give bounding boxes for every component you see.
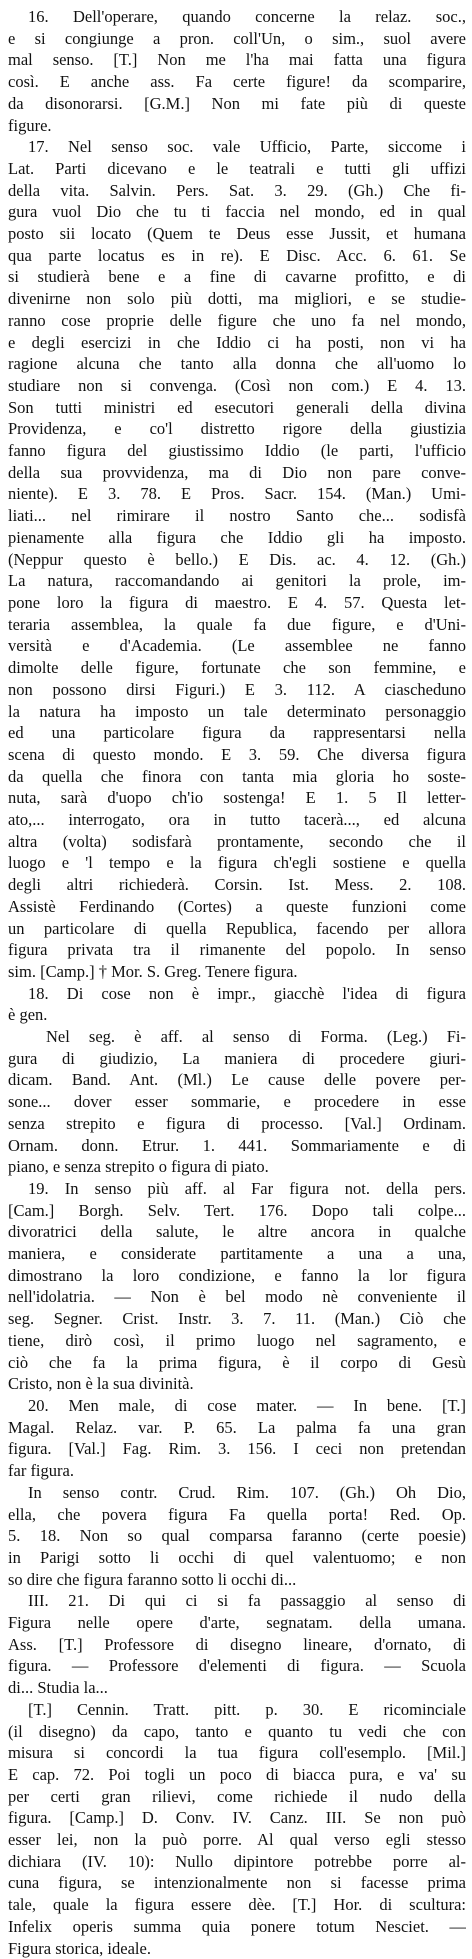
text-line: e si congiunge a pron. coll'Un, o sim., suol avere: [8, 28, 466, 48]
text-line: 16. Dell'operare, quando concerne la relaz. soc.,: [28, 7, 466, 26]
text-line: figura. — Professore d'elementi di figura. — Scuola: [8, 1656, 466, 1676]
text-line: E cap. 72. Poi togli un poco di biacca pura, e va' su: [8, 1764, 466, 1784]
text-line: In senso contr. Crud. Rim. 107. (Gh.) Oh Dio,: [28, 1482, 466, 1502]
text-line: ed una particolare figura da rappresentarsi nella: [8, 723, 466, 743]
text-line: dimostrano la loro condizione, e fanno la lor figura: [8, 1265, 466, 1285]
text-line: [Cam.] Borgh. Selv. Tert. 176. Dopo tali colpe...: [8, 1200, 466, 1220]
text-line: maniera, e considerate partitamente a una a una,: [8, 1244, 466, 1264]
text-line: 19. In senso più aff. al Far figura not. della pers.: [28, 1178, 466, 1198]
text-line: far figura.: [8, 1461, 74, 1481]
text-line: la natura ha imposto un tale determinato personaggio: [8, 701, 466, 721]
text-line: Magal. Relaz. var. P. 65. La palma fa una gran: [8, 1417, 466, 1437]
text-line: (Neppur questo è bello.) E Dis. ac. 4. 12. (Gh.): [8, 549, 466, 569]
text-line: (il disegno) da capo, tanto e quanto tu vedi che con: [8, 1721, 466, 1741]
text-line: nuta, sarà d'uopo ch'io sostenga! E 1. 5 Il letter-: [8, 788, 466, 808]
text-line: ato,... interrogato, ora in tutto tacerà..., ed alcuna: [8, 810, 466, 830]
text-line: Assistè Ferdinando (Cortes) a queste funzioni come: [8, 896, 466, 916]
text-line: Infelix operis summa quia ponere totum Nesciet. —: [8, 1916, 466, 1936]
text-line: 18. Di cose non è impr., giacchè l'idea di figura: [28, 983, 466, 1003]
text-line: un particolare di quella Republica, facendo per allora: [8, 918, 466, 938]
text-line: mal senso. [T.] Non me l'ha mai fatta una figura: [8, 50, 466, 70]
text-line: ella, che povera figura Fa quella porta! Red. Op.: [8, 1504, 466, 1524]
text-line: è gen.: [8, 1005, 48, 1025]
text-line: tiene, dirò così, il primo luogo nel sagramento, e: [8, 1330, 466, 1350]
text-line: da quella che finora con tanta mia gloria ho soste-: [8, 766, 466, 786]
text-line: qua parte locatus es in re). E Disc. Acc. 6. 61. Se: [8, 245, 466, 265]
text-line: figura privata tra il rimanente del popolo. In senso: [8, 940, 466, 960]
text-line: altra (volta) sodisfarà prontamente, secondo che il: [8, 831, 466, 851]
text-line: [T.] Cennin. Tratt. pitt. p. 30. E ricominciale: [28, 1699, 466, 1719]
text-line: tale, quale la figura essere dèe. [T.] Hor. di scultura:: [8, 1895, 466, 1915]
text-line: scena di questo mondo. E 3. 59. Che diversa figura: [8, 744, 466, 764]
text-line: divenirne non solo più dotti, ma migliori, e se studie-: [8, 289, 466, 309]
text-line: Figura storica, ideale.: [8, 1938, 151, 1958]
text-line: nell'idolatria. — Non è bel modo nè conveniente il: [8, 1287, 466, 1307]
text-line: ragione alcuna che tanto alla donna che all'uomo lo: [8, 354, 466, 374]
text-line: sone... dover esser sommarie, e procedere in esse: [8, 1092, 466, 1112]
text-line: liati... nel rimirare il nostro Santo che... sodisfà: [8, 506, 466, 526]
text-line: posto sii locato (Quem te Deus esse Jussit, et humana: [8, 224, 466, 244]
text-line: dimolte delle figure, fortunate che son femmine, e: [8, 658, 466, 678]
text-line: La natura, raccomandando ai genitori la prole, im-: [8, 571, 466, 591]
text-line: ciò che fa la prima figura, è il corpo di Gesù: [8, 1352, 466, 1372]
text-line: niente). E 3. 78. E Pros. Sacr. 154. (Man.) Umi-: [8, 484, 466, 504]
text-line: piano, e senza strepito o figura di piato.: [8, 1157, 269, 1177]
text-line: della sua provvidenza, ma di Dio non pare conve-: [8, 462, 466, 482]
text-line: per certi gran rilievi, come richiede il nudo della: [8, 1786, 466, 1806]
text-line: degli altri richiederà. Corsin. Ist. Mess. 2. 108.: [8, 875, 466, 895]
text-line: ranno cose proprie delle figure che uno fa nel mondo,: [8, 310, 466, 330]
text-line: luogo e 'l tempo e la figura ch'egli sostiene e quella: [8, 853, 466, 873]
text-line: da disonorarsi. [G.M.] Non mi fate più di queste: [8, 93, 466, 113]
text-line: Cristo, non è la sua divinità.: [8, 1374, 194, 1394]
text-line: sim. [Camp.] † Mor. S. Greg. Tenere figura.: [8, 961, 298, 981]
text-line: 17. Nel senso soc. vale Ufficio, Parte, siccome i: [28, 137, 466, 157]
text-line: di... Studia la...: [8, 1678, 108, 1698]
text-line: 20. Men male, di cose mater. — In bene. [T.]: [28, 1396, 466, 1415]
text-line: gura vuol Dio che tu ti faccia nel mondo, ed in qual: [8, 202, 466, 222]
text-line: Ass. [T.] Professore di disegno lineare, d'ornato, di: [8, 1634, 466, 1654]
text-line: gura di giudizio, La maniera di procedere giuri-: [8, 1048, 466, 1068]
text-line: misura si concordi la tua figura coll'esemplo. [Mil.]: [8, 1743, 466, 1763]
text-line: non possono dirsi Figuri.) E 3. 112. A ciascheduno: [8, 679, 466, 699]
text-line: versità e d'Academia. (Le assemblee ne fanno: [8, 636, 466, 656]
text-line: Ornam. donn. Etrur. 1. 441. Sommariamente e di: [8, 1135, 466, 1155]
text-line: teraria assemblea, la quale fa due figure, e d'Uni-: [8, 614, 466, 634]
text-line: Nel seg. è aff. al senso di Forma. (Leg.) Fi-: [46, 1027, 466, 1047]
text-line: dichiara (IV. 10): Nullo dipintore potrebbe porre al-: [8, 1851, 466, 1871]
text-line: pienamente alla figura che Iddio gli ha imposto.: [8, 527, 466, 547]
text-line: si studierà bene e a fine di cavarne profitto, e di: [8, 267, 466, 287]
text-line: figure.: [8, 115, 52, 135]
text-line: III. 21. Di qui ci si fa passaggio al senso di: [28, 1591, 466, 1611]
text-line: Figura nelle opere d'arte, segnatam. della umana.: [8, 1613, 466, 1633]
text-line: figura. [Val.] Fag. Rim. 3. 156. I ceci non pretendan: [8, 1439, 466, 1459]
text-line: in Parigi sotto li occhi di quel valentuomo; e non: [8, 1547, 466, 1567]
text-line: della vita. Salvin. Pers. Sat. 3. 29. (Gh.) Che fi-: [8, 180, 466, 200]
text-line: e degli esercizi in che Iddio ci ha posti, non vi ha: [8, 332, 466, 352]
text-line: cuna figura, se intenzionalmente non si facesse prima: [8, 1873, 466, 1893]
text-line: divoratrici della salute, le altre ancora in qualche: [8, 1222, 466, 1242]
text-line: so dire che figura faranno sotto li occhi di...: [8, 1569, 297, 1589]
text-line: figura. [Camp.] D. Conv. IV. Canz. III. Se non può: [8, 1808, 466, 1828]
text-line: dicam. Band. Ant. (Ml.) Le cause delle povere per-: [8, 1070, 466, 1090]
text-line: Providenza, e co'l distretto rigore della giustizia: [8, 419, 466, 439]
text-line: Son tutti ministri ed esecutori generali della divina: [8, 397, 466, 417]
text-line: così. E anche ass. Fa certe figure! da scomparire,: [8, 72, 466, 92]
text-line: esser lei, non la può porre. Al qual verso egli stesso: [8, 1830, 466, 1850]
text-line: fanno figura del giustissimo Iddio (le parti, l'ufficio: [8, 441, 466, 461]
text-line: senza strepito e figura di processo. [Val.] Ordinam.: [8, 1113, 466, 1133]
text-line: seg. Segner. Crist. Instr. 3. 7. 11. (Man.) Ciò che: [8, 1309, 466, 1329]
text-line: studiare non si convenga. (Così non com.) E 4. 13.: [8, 375, 466, 395]
text-line: 5. 18. Non so qual comparsa faranno (certe poesie): [8, 1526, 466, 1546]
text-line: pone loro la figura di maestro. E 4. 57. Questa let-: [8, 592, 466, 612]
text-line: Lat. Parti dicevano e le teatrali e tutti gli uffizi: [8, 158, 466, 178]
